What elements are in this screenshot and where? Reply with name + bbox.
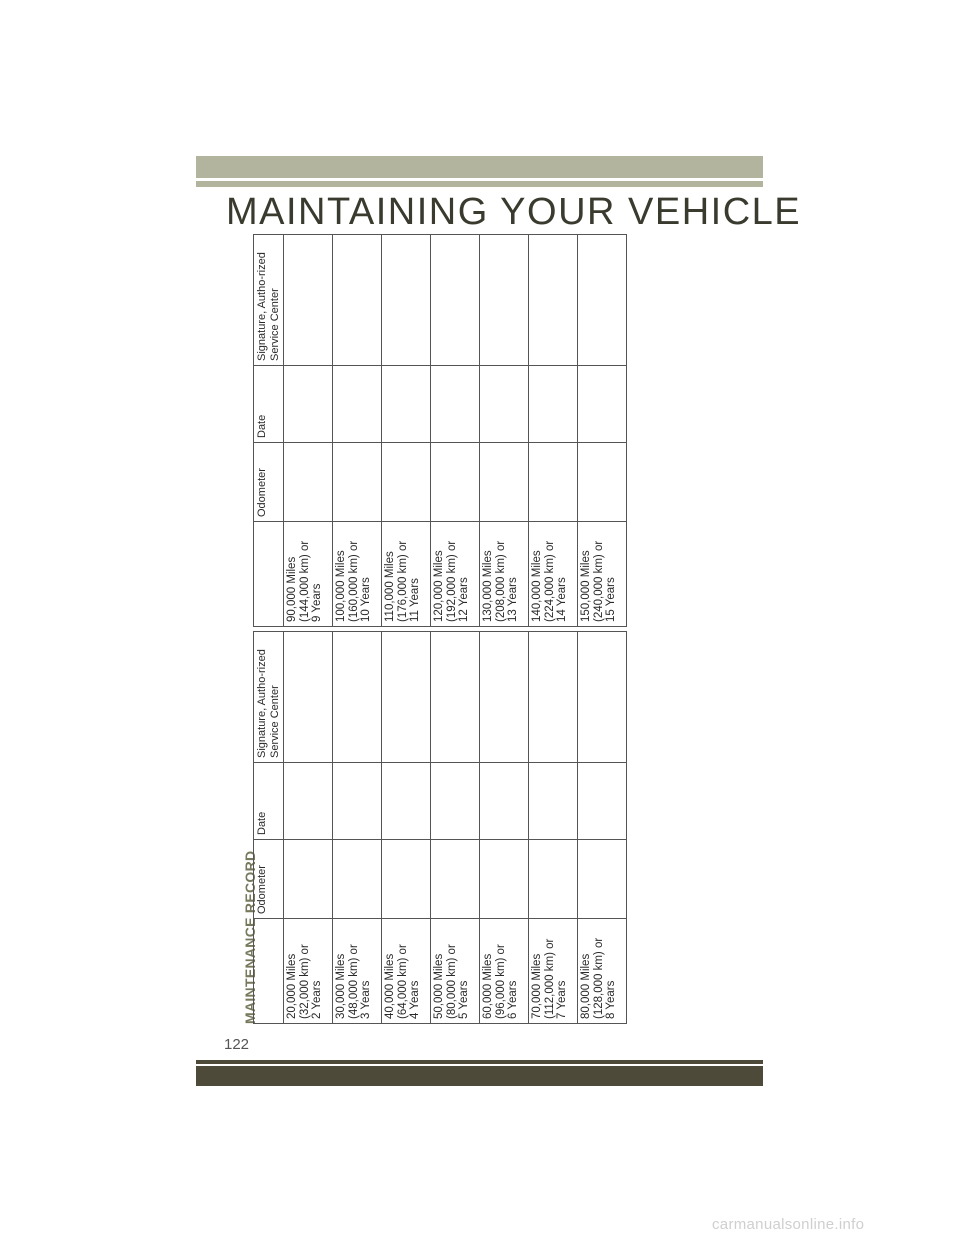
date-cell	[333, 366, 382, 443]
odometer-cell	[529, 840, 578, 919]
odometer-cell	[431, 840, 480, 919]
interval-cell: 100,000 Miles (160,000 km) or 10 Years	[333, 522, 382, 627]
footer-rule	[196, 1060, 763, 1064]
odometer-cell	[431, 443, 480, 522]
signature-cell	[333, 632, 382, 763]
signature-cell	[480, 632, 529, 763]
date-cell	[578, 366, 627, 443]
column-header-date: Date	[254, 763, 284, 840]
date-cell	[284, 763, 333, 840]
table-row	[333, 235, 382, 627]
table-row	[284, 235, 333, 627]
date-cell	[333, 763, 382, 840]
interval-cell: 60,000 Miles (96,000 km) or 6 Years	[480, 919, 529, 1024]
maintenance-record-table-right	[253, 252, 623, 627]
signature-cell	[480, 235, 529, 366]
column-header-odometer: Odometer	[254, 443, 284, 522]
date-cell	[529, 366, 578, 443]
table-row	[480, 632, 529, 1024]
footer-band	[196, 1066, 763, 1086]
table-row	[529, 632, 578, 1024]
interval-cell: 30,000 Miles (48,000 km) or 3 Years	[333, 919, 382, 1024]
signature-cell	[431, 632, 480, 763]
page-number: 122	[224, 1036, 250, 1053]
interval-cell: 110,000 Miles (176,000 km) or 11 Years	[382, 522, 431, 627]
signature-cell	[333, 235, 382, 366]
date-cell	[284, 366, 333, 443]
date-cell	[431, 763, 480, 840]
interval-cell: 40,000 Miles (64,000 km) or 4 Years	[382, 919, 431, 1024]
date-cell	[578, 763, 627, 840]
odometer-cell	[382, 840, 431, 919]
column-header-date: Date	[254, 366, 284, 443]
odometer-cell	[382, 443, 431, 522]
column-header-odometer: Odometer	[254, 840, 284, 919]
table-row	[480, 235, 529, 627]
interval-cell: 70,000 Miles (112,000 km) or 7 Years	[529, 919, 578, 1024]
header-band	[196, 156, 763, 178]
signature-cell	[382, 632, 431, 763]
odometer-cell	[578, 840, 627, 919]
table-row	[382, 235, 431, 627]
interval-cell: 140,000 Miles (224,000 km) or 14 Years	[529, 522, 578, 627]
date-cell	[431, 366, 480, 443]
interval-cell: 130,000 Miles (208,000 km) or 13 Years	[480, 522, 529, 627]
table-header-row	[254, 632, 284, 1024]
column-header-signature: Signature, Autho-rized Service Center	[254, 632, 284, 763]
maintenance-record-table-left	[253, 649, 623, 1024]
odometer-cell	[480, 840, 529, 919]
signature-cell	[578, 632, 627, 763]
table-row	[333, 632, 382, 1024]
date-cell	[529, 763, 578, 840]
table-header-row	[254, 235, 284, 627]
interval-cell: 150,000 Miles (240,000 km) or 15 Years	[578, 522, 627, 627]
table-row	[578, 632, 627, 1024]
interval-cell: 20,000 Miles (32,000 km) or 2 Years	[284, 919, 333, 1024]
signature-cell	[529, 632, 578, 763]
date-cell	[382, 763, 431, 840]
table-row	[431, 235, 480, 627]
table-row	[284, 632, 333, 1024]
page-header-title: MAINTAINING YOUR VEHICLE	[226, 191, 802, 233]
interval-cell: 120,000 Miles (192,000 km) or 12 Years	[431, 522, 480, 627]
signature-cell	[284, 632, 333, 763]
column-header-interval	[254, 919, 284, 1024]
interval-cell: 50,000 Miles (80,000 km) or 5 Years	[431, 919, 480, 1024]
table-row	[529, 235, 578, 627]
table-row	[431, 632, 480, 1024]
odometer-cell	[284, 443, 333, 522]
table-row	[382, 632, 431, 1024]
odometer-cell	[480, 443, 529, 522]
signature-cell	[529, 235, 578, 366]
date-cell	[382, 366, 431, 443]
odometer-cell	[578, 443, 627, 522]
watermark: carmanualsonline.info	[712, 1216, 865, 1233]
date-cell	[480, 366, 529, 443]
interval-cell: 90,000 Miles (144,000 km) or 9 Years	[284, 522, 333, 627]
date-cell	[480, 763, 529, 840]
signature-cell	[382, 235, 431, 366]
odometer-cell	[333, 443, 382, 522]
odometer-cell	[529, 443, 578, 522]
section-title: MAINTENANCE RECORD	[242, 850, 258, 1024]
column-header-signature: Signature, Autho-rized Service Center	[254, 235, 284, 366]
table-row	[578, 235, 627, 627]
odometer-cell	[333, 840, 382, 919]
interval-cell: 80,000 Miles (128,000 km) or 8 Years	[578, 919, 627, 1024]
signature-cell	[431, 235, 480, 366]
signature-cell	[284, 235, 333, 366]
column-header-interval	[254, 522, 284, 627]
odometer-cell	[284, 840, 333, 919]
signature-cell	[578, 235, 627, 366]
header-rule	[196, 181, 763, 187]
